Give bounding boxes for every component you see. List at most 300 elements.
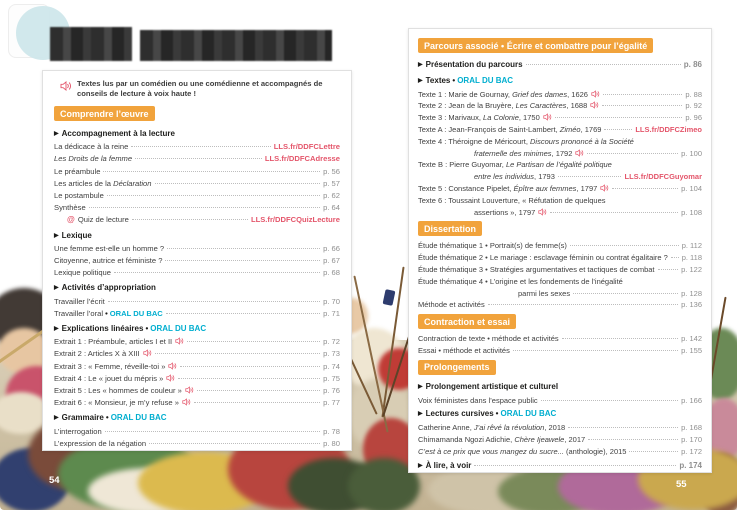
page-ref: p. 80 <box>323 438 340 448</box>
toc-row <box>418 112 702 124</box>
row-label-italic: C’est à ce prix que vous mangez du sucre... <box>418 446 564 456</box>
row-label <box>418 112 540 124</box>
section-heading-label: Textes <box>425 75 451 85</box>
toc-row <box>54 267 340 279</box>
page-ref: p. 118 <box>681 253 702 263</box>
lls-link[interactable]: LLS.fr/DDFCZimeo <box>635 124 702 134</box>
row-label-text: Méthode et activités <box>418 300 485 310</box>
row-label-text: Quiz de lecture <box>77 215 129 225</box>
row-label <box>54 296 105 308</box>
row-label-text: , 1688 <box>566 101 588 111</box>
audio-icon[interactable] <box>175 337 184 349</box>
page-ref: p. 104 <box>681 183 702 193</box>
quiz-at-icon[interactable]: @ <box>67 215 75 225</box>
row-label-text: Une femme est-elle un homme ? <box>54 243 165 253</box>
page-ref: p. 77 <box>323 398 340 408</box>
page-ref: p. 172 <box>681 446 702 456</box>
dotted-leader <box>573 293 678 294</box>
section-heading <box>418 381 702 395</box>
row-label-text: assertions », 1797 <box>474 207 536 217</box>
row-label-text: Essai • méthode et activités <box>418 345 510 355</box>
row-label <box>418 422 565 434</box>
row-label <box>54 450 202 451</box>
page-ref: p. 170 <box>681 434 702 444</box>
page-ref: p. 136 <box>681 300 702 310</box>
row-label <box>54 373 163 385</box>
section-badge: Prolongements <box>418 360 496 375</box>
dotted-leader <box>612 188 678 189</box>
toc-row <box>54 190 340 202</box>
row-label-text: Lexique politique <box>54 268 111 278</box>
row-label-text: Les articles de la <box>54 178 114 188</box>
dotted-leader <box>178 378 320 379</box>
row-label-text: Extrait 6 : « Monsieur, je m’y refuse » <box>54 398 179 408</box>
toc-row <box>54 141 340 153</box>
row-label-italic: Les Caractères <box>515 101 567 111</box>
lls-link[interactable]: LLS.fr/DDFCGuyomar <box>624 172 702 182</box>
dotted-leader <box>587 153 678 154</box>
dotted-leader <box>629 451 678 452</box>
page-ref: p. 71 <box>323 308 340 318</box>
page-number-right: 55 <box>676 479 687 490</box>
row-label-text: , 1626 <box>567 89 588 99</box>
row-label-text: Extrait 4 : Le « jouet du mépris » <box>54 373 164 383</box>
section-heading-label: Lexique <box>61 230 92 240</box>
page-number-left: 54 <box>49 475 60 486</box>
audio-note <box>54 79 340 99</box>
toc-row <box>418 240 702 252</box>
row-label <box>418 89 588 101</box>
row-label <box>54 243 164 255</box>
row-label-text: Contraction de texte • méthode et activités <box>418 334 559 344</box>
dotted-leader <box>562 338 679 339</box>
row-label-text: , 2017 <box>564 434 586 444</box>
page-ref <box>323 450 340 451</box>
row-label-text: Synthèse <box>54 203 86 213</box>
section-heading <box>418 59 702 73</box>
row-label-italic: J’ai rêvé la révolution <box>473 423 545 433</box>
arrow-icon: ▶ <box>54 326 59 333</box>
row-label-text: Le préambule <box>54 166 101 176</box>
row-label-text: Texte 2 : Jean de la Bruyère, <box>418 101 516 111</box>
toc-row <box>418 159 702 171</box>
row-label-text: Texte 1 : Marie de Gournay, <box>418 89 513 99</box>
arrow-icon: ▶ <box>54 285 59 292</box>
row-label <box>418 446 626 458</box>
row-label-italic: fraternelle des minimes <box>474 148 552 158</box>
row-label-text: Texte 5 : Constance Pipelet, <box>418 183 514 193</box>
arrow-icon: ▶ <box>418 462 423 469</box>
arrow-icon: ▶ <box>418 62 423 68</box>
toc-row <box>418 136 702 148</box>
row-label <box>418 252 668 264</box>
toc-row <box>418 422 702 434</box>
section-badge: Contraction et essai <box>418 314 516 329</box>
dotted-leader <box>588 439 678 440</box>
page-ref: p. 92 <box>685 101 702 111</box>
dotted-leader <box>180 366 320 367</box>
row-label-italic: Le Partisan de l’égalité politique <box>505 160 612 170</box>
oral-separator: • <box>495 409 499 419</box>
section-heading-label: Présentation du parcours <box>425 60 523 69</box>
row-label <box>474 207 535 219</box>
section-heading <box>54 230 340 243</box>
row-label-italic: Discours prononcé à la Société <box>530 136 634 146</box>
row-label <box>418 160 612 169</box>
speaker-icon <box>57 80 72 100</box>
audio-icon[interactable] <box>182 398 191 410</box>
toc-row <box>418 395 702 407</box>
row-label-text: Étude thématique 2 • Le mariage : esclavage féminin ou contrat égalitaire ? <box>418 253 668 263</box>
dotted-leader <box>114 272 320 273</box>
row-label <box>418 124 601 136</box>
lls-link[interactable]: LLS.fr/DDFCAdresse <box>264 154 340 164</box>
row-label <box>54 267 111 279</box>
page-ref: p. 67 <box>323 256 340 266</box>
toc-row <box>54 202 340 214</box>
row-label-text: , 1792 <box>551 148 573 158</box>
section-heading <box>54 128 340 141</box>
arrow-icon: ▶ <box>54 131 59 137</box>
dotted-leader <box>108 301 320 302</box>
toc-row <box>418 100 702 112</box>
oral-separator: • <box>452 75 456 85</box>
page-ref: p. 62 <box>323 191 340 201</box>
toc-row <box>418 89 702 101</box>
dotted-leader <box>474 465 676 466</box>
row-label-text: Extrait 5 : Les « hommes de couleur » <box>54 386 182 396</box>
row-label-text: Catherine Anne, <box>418 423 474 433</box>
dotted-leader <box>89 207 320 208</box>
row-label-italic: Chère Ijeawele <box>514 434 565 444</box>
toc-row <box>418 276 702 288</box>
toc-row <box>54 438 340 450</box>
dotted-leader <box>671 257 679 258</box>
page-ref: p. 142 <box>681 334 702 344</box>
section-badge: Comprendre l’œuvre <box>54 106 155 121</box>
row-label <box>54 361 165 373</box>
dotted-leader <box>197 390 320 391</box>
toc-row <box>54 296 340 308</box>
row-label-italic: entre les individus <box>474 172 535 182</box>
toc-row <box>418 183 702 195</box>
row-label <box>54 385 182 397</box>
lls-link[interactable]: LLS.fr/DDFCQuizLecture <box>250 215 340 225</box>
dotted-leader <box>149 443 320 444</box>
row-label <box>54 255 162 267</box>
row-label-text: Extrait 2 : Articles X à XIII <box>54 349 140 359</box>
audio-icon[interactable] <box>591 90 600 102</box>
dotted-leader <box>570 245 679 246</box>
toc-row <box>54 450 340 451</box>
row-label <box>54 178 152 190</box>
oral-du-bac-tag: ORAL DU BAC <box>150 324 207 334</box>
toc-row <box>67 214 340 226</box>
page-ref: p. 78 <box>323 426 340 436</box>
row-label-italic: Grief des dames <box>512 89 568 99</box>
dotted-leader <box>105 431 320 432</box>
row-label <box>418 240 567 252</box>
toc-row <box>418 264 702 276</box>
audio-icon[interactable] <box>185 386 194 398</box>
dotted-leader <box>555 117 683 118</box>
section-heading <box>54 412 340 425</box>
row-label <box>474 148 572 160</box>
audio-icon[interactable] <box>575 149 584 161</box>
section-heading-label: Prolongement artistique et culturel <box>425 381 559 391</box>
row-label-italic: Épître aux femmes <box>513 183 577 193</box>
toc-row <box>418 195 702 207</box>
page-ref: p. 76 <box>323 386 340 396</box>
toc-row <box>54 397 340 409</box>
dotted-leader <box>135 158 262 159</box>
page-ref: p. 74 <box>323 361 340 371</box>
redacted-title-block <box>140 30 332 61</box>
page-ref: p. 100 <box>681 148 702 158</box>
dotted-leader <box>604 129 632 130</box>
audio-note-text: Textes lus par un comédien ou une comédienne et accompagnés de conseils de lecture à voix haute ! <box>77 79 323 98</box>
toc-row <box>418 252 702 264</box>
row-label <box>67 214 129 226</box>
row-label <box>474 171 555 183</box>
toc-row <box>54 426 340 438</box>
row-label-text: Extrait 3 : « Femme, réveille-toi » <box>54 361 166 371</box>
audio-icon[interactable] <box>168 362 177 374</box>
toc-row <box>54 166 340 178</box>
page-ref: p. 168 <box>681 423 702 433</box>
page-ref: p. 66 <box>323 243 340 253</box>
row-label <box>418 299 485 311</box>
oral-du-bac-tag: ORAL DU BAC <box>457 75 514 85</box>
row-label <box>54 166 100 178</box>
toc-row <box>54 348 340 360</box>
dotted-leader <box>550 212 678 213</box>
lls-link[interactable]: LLS.fr/DDFCLettre <box>273 142 340 152</box>
toc-row <box>418 299 702 311</box>
row-label-italic: Déclaration <box>113 178 152 188</box>
row-label <box>418 345 510 357</box>
page-ref: p. 64 <box>323 203 340 213</box>
page-ref: p. 112 <box>681 241 702 251</box>
dotted-leader <box>155 183 321 184</box>
row-label <box>54 348 140 360</box>
page-ref: p. 56 <box>323 166 340 176</box>
row-label-text: Texte 3 : Marivaux, <box>418 113 484 123</box>
toc-row <box>54 361 340 373</box>
oral-separator: • <box>145 324 149 334</box>
row-label <box>54 397 179 409</box>
row-label-text: Texte A : Jean-François de Saint-Lambert, <box>418 124 560 134</box>
audio-icon[interactable] <box>60 81 72 94</box>
arrow-icon: ▶ <box>418 383 423 390</box>
page-ref: p. 166 <box>681 395 702 405</box>
row-label <box>418 434 585 446</box>
toc-row <box>54 385 340 397</box>
oral-du-bac-tag: ORAL DU BAC <box>109 308 163 318</box>
row-label-italic: La Colonie <box>483 113 519 123</box>
row-label <box>54 336 172 348</box>
page-ref: p. 68 <box>323 268 340 278</box>
oral-du-bac-tag: ORAL DU BAC <box>110 413 167 423</box>
section-heading-label: À lire, à voir <box>425 460 472 470</box>
row-label-text: , 1797 <box>576 183 598 193</box>
row-label-text: Voix féministes dans l’espace public <box>418 395 538 405</box>
dotted-leader <box>131 146 270 147</box>
row-label-text: La dédicace à la reine <box>54 142 129 152</box>
row-label <box>54 426 102 438</box>
dotted-leader <box>513 350 678 351</box>
row-label <box>54 202 86 214</box>
row-label-text: (anthologie), 2015 <box>563 446 627 456</box>
page-ref: p. 174 <box>679 460 702 470</box>
section-heading-label: Lectures cursives <box>425 409 494 419</box>
toc-left-panel <box>42 70 352 451</box>
dotted-leader <box>107 195 320 196</box>
toc-right-panel <box>408 28 712 473</box>
row-label <box>54 438 146 450</box>
toc-row <box>418 124 702 136</box>
page-ref: p. 72 <box>323 337 340 347</box>
row-label-text: Étude thématique 4 • L’origine et les fondements de l’inégalité <box>418 276 623 286</box>
row-label <box>54 308 103 320</box>
section-heading-label: Explications linéaires <box>61 324 144 334</box>
page-ref: p. 96 <box>685 113 702 123</box>
section-badge: Parcours associé • Écrire et combattre pour l’égalité <box>418 38 653 53</box>
page-ref: p. 57 <box>323 178 340 188</box>
section-heading <box>418 75 702 89</box>
page-ref: p. 128 <box>681 288 702 298</box>
row-label-text: Étude thématique 1 • Portrait(s) de femme(s) <box>418 241 567 251</box>
row-label-text: L’interrogation <box>54 426 102 436</box>
row-label <box>418 264 655 276</box>
row-label <box>418 137 634 146</box>
row-label-italic: Les Droits de la femme <box>54 154 133 164</box>
dotted-leader <box>541 400 678 401</box>
audio-icon[interactable] <box>143 349 152 361</box>
dotted-leader <box>603 94 682 95</box>
small-flag <box>383 289 396 306</box>
toc-row <box>418 446 702 458</box>
dotted-leader <box>165 260 320 261</box>
row-label-text: Travailler l’écrit <box>54 296 105 306</box>
oral-separator: • <box>105 308 108 318</box>
row-label-text: , 1750 <box>518 113 540 123</box>
row-label-text: Étude thématique 3 • Stratégies argumentatives et tactiques de combat <box>418 264 655 274</box>
audio-icon[interactable] <box>166 374 175 386</box>
dotted-leader <box>132 219 248 220</box>
toc-row <box>54 243 340 255</box>
row-label-text: , 1793 <box>534 172 555 182</box>
row-label-text: , 1769 <box>580 124 602 134</box>
page-ref: p. 75 <box>323 373 340 383</box>
row-label-text: Texte 6 : Toussaint Louverture, « Réfutation de quelques <box>418 195 606 205</box>
row-label-text: , 2018 <box>544 423 566 433</box>
row-label-text: Extrait 1 : Préambule, articles I et II <box>54 337 173 347</box>
row-label-text: Texte B : Pierre Guyomar, <box>418 160 506 170</box>
arrow-icon: ▶ <box>54 232 59 239</box>
dotted-leader <box>103 171 320 172</box>
toc-row-continuation <box>474 171 702 183</box>
toc-row-continuation <box>474 148 702 160</box>
toc-row <box>54 255 340 267</box>
audio-icon[interactable] <box>543 113 552 125</box>
toc-row-continuation <box>518 288 702 300</box>
section-badge: Dissertation <box>418 221 482 236</box>
row-label <box>418 100 587 112</box>
oral-separator: • <box>105 413 109 423</box>
dotted-leader <box>526 64 681 65</box>
dotted-leader <box>167 248 320 249</box>
row-label <box>418 333 559 345</box>
arrow-icon: ▶ <box>418 77 423 84</box>
dotted-leader <box>155 353 320 354</box>
page-ref: p. 86 <box>683 60 702 69</box>
page-ref: p. 108 <box>681 207 702 217</box>
section-heading <box>418 408 702 422</box>
section-heading <box>418 460 702 473</box>
page-ref: p. 88 <box>685 89 702 99</box>
toc-row <box>54 336 340 348</box>
audio-icon[interactable] <box>600 184 609 196</box>
dotted-leader <box>194 402 320 403</box>
page-ref: p. 122 <box>681 264 702 274</box>
toc-row-continuation <box>474 207 702 219</box>
row-label-text: Travailler l’oral <box>54 308 104 318</box>
dotted-leader <box>166 313 320 314</box>
row-label-text: Citoyenne, autrice et féministe ? <box>54 256 163 266</box>
arrow-icon: ▶ <box>418 411 423 418</box>
row-label-text: Texte 4 : Théroigne de Méricourt, <box>418 136 531 146</box>
section-heading <box>54 282 340 295</box>
row-label <box>418 183 597 195</box>
audio-icon[interactable] <box>590 101 599 113</box>
dotted-leader <box>558 176 622 177</box>
row-label <box>54 153 132 165</box>
row-label <box>518 288 570 300</box>
audio-icon[interactable] <box>538 208 547 220</box>
dotted-leader <box>602 105 682 106</box>
page-ref: p. 73 <box>323 349 340 359</box>
page-ref: p. 70 <box>323 296 340 306</box>
toc-row <box>418 345 702 357</box>
section-heading-label: Grammaire <box>61 413 104 423</box>
row-label-italic: Ziméo <box>559 124 581 134</box>
page-ref: p. 155 <box>681 345 702 355</box>
arrow-icon: ▶ <box>54 415 59 422</box>
dotted-leader <box>488 304 678 305</box>
row-label-text: Le postambule <box>54 191 104 201</box>
row-label-text: L’expression de la négation <box>54 438 147 448</box>
oral-du-bac-tag: ORAL DU BAC <box>500 409 557 419</box>
section-heading <box>54 323 340 336</box>
row-label <box>418 395 538 407</box>
toc-row <box>54 308 340 320</box>
row-label <box>54 141 128 153</box>
toc-row <box>418 434 702 446</box>
row-label <box>418 277 623 286</box>
dotted-leader <box>658 269 679 270</box>
row-label <box>418 196 606 205</box>
row-label <box>54 190 104 202</box>
redacted-title-block <box>50 27 132 61</box>
toc-row <box>54 153 340 165</box>
toc-row <box>418 333 702 345</box>
toc-row <box>54 373 340 385</box>
section-heading-label: Accompagnement à la lecture <box>61 129 175 138</box>
toc-row <box>54 178 340 190</box>
dotted-leader <box>187 341 320 342</box>
row-label-text: Chimamanda Ngozi Adichie, <box>418 434 515 444</box>
